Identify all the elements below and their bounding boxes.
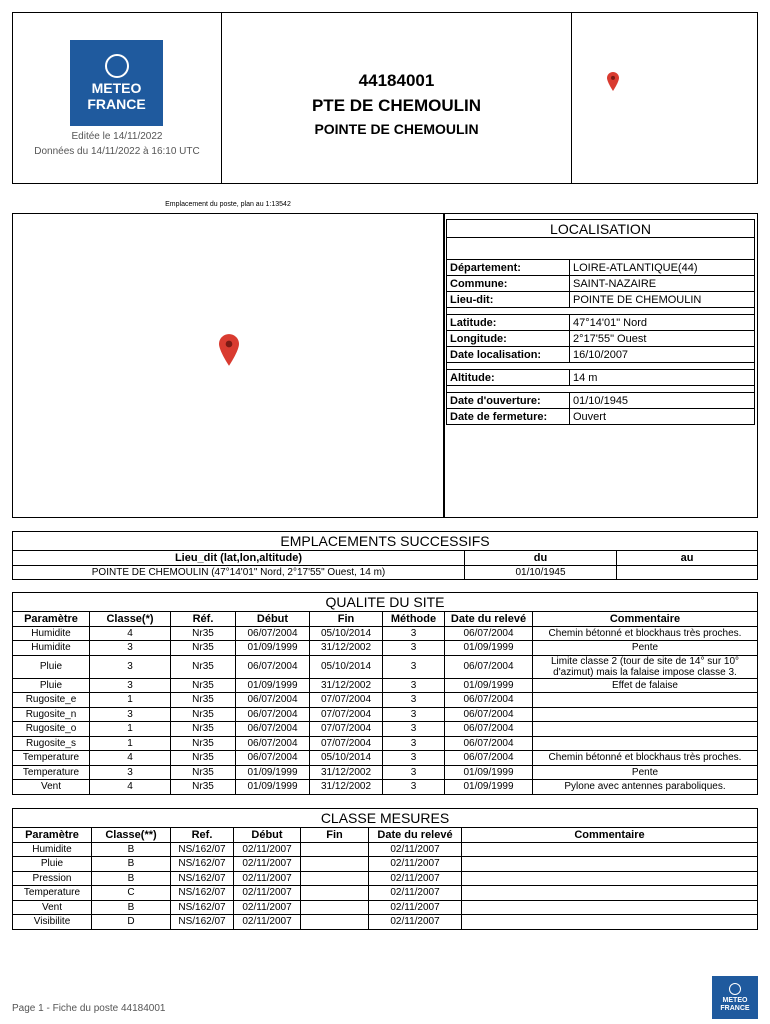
cell: 3 bbox=[383, 707, 445, 722]
localisation-table bbox=[446, 219, 755, 425]
cell: 02/11/2007 bbox=[234, 842, 301, 857]
cell: Nr35 bbox=[171, 751, 236, 766]
cell bbox=[462, 886, 758, 901]
cell: 06/07/2004 bbox=[236, 707, 310, 722]
cell: 05/10/2014 bbox=[310, 751, 383, 766]
table-row bbox=[13, 693, 758, 708]
cell: 01/09/1999 bbox=[236, 765, 310, 780]
cell: 3 bbox=[383, 641, 445, 656]
classe-title: CLASSE MESURES bbox=[13, 809, 758, 828]
map-caption: Emplacement du poste, plan au 1:13542 bbox=[165, 201, 291, 208]
cell: 3 bbox=[383, 678, 445, 693]
cell: 02/11/2007 bbox=[369, 842, 462, 857]
map-pin-icon bbox=[219, 333, 239, 367]
col-header: Méthode bbox=[383, 612, 445, 627]
table-row bbox=[13, 765, 758, 780]
loc-value: LOIRE-ATLANTIQUE(44) bbox=[570, 260, 755, 276]
loc-value: SAINT-NAZAIRE bbox=[570, 276, 755, 292]
cell: 3 bbox=[383, 765, 445, 780]
cell: 01/09/1999 bbox=[445, 678, 533, 693]
cell: 3 bbox=[90, 641, 171, 656]
col-header: Lieu_dit (lat,lon,altitude) bbox=[13, 551, 465, 566]
cell: D bbox=[92, 915, 171, 930]
spacer-row bbox=[447, 238, 755, 260]
cell bbox=[301, 842, 369, 857]
cell: 3 bbox=[383, 722, 445, 737]
logo-text-line2: FRANCE bbox=[720, 1005, 750, 1012]
loc-label: Latitude: bbox=[447, 315, 570, 331]
cell: 06/07/2004 bbox=[445, 736, 533, 751]
cell: 06/07/2004 bbox=[236, 736, 310, 751]
cell: 02/11/2007 bbox=[234, 886, 301, 901]
data-date: Données du 14/11/2022 à 16:10 UTC bbox=[34, 146, 200, 157]
cell: Pluie bbox=[13, 655, 90, 678]
cell: NS/162/07 bbox=[171, 857, 234, 872]
col-header: Début bbox=[236, 612, 310, 627]
cell bbox=[533, 693, 758, 708]
cell: 06/07/2004 bbox=[236, 693, 310, 708]
table-row bbox=[13, 565, 758, 580]
cell: NS/162/07 bbox=[171, 886, 234, 901]
col-header: Date du relevé bbox=[445, 612, 533, 627]
cell: 06/07/2004 bbox=[445, 707, 533, 722]
cell bbox=[462, 900, 758, 915]
table-row bbox=[13, 626, 758, 641]
loc-value: 16/10/2007 bbox=[570, 347, 755, 363]
meteo-france-logo bbox=[70, 40, 163, 126]
cell bbox=[301, 915, 369, 930]
table-row bbox=[13, 857, 758, 872]
cell: NS/162/07 bbox=[171, 842, 234, 857]
cell: C bbox=[92, 886, 171, 901]
col-header: Début bbox=[234, 828, 301, 843]
cell bbox=[301, 857, 369, 872]
cell: 31/12/2002 bbox=[310, 765, 383, 780]
cell: 1 bbox=[90, 736, 171, 751]
cell: 31/12/2002 bbox=[310, 678, 383, 693]
qualite-title: QUALITE DU SITE bbox=[13, 593, 758, 612]
cell: Visibilite bbox=[13, 915, 92, 930]
cell: 02/11/2007 bbox=[234, 915, 301, 930]
cell: Nr35 bbox=[171, 736, 236, 751]
table-row bbox=[13, 707, 758, 722]
cell: POINTE DE CHEMOULIN (47°14'01" Nord, 2°17'55" Ouest, 14 m) bbox=[13, 565, 465, 580]
loc-value: 14 m bbox=[570, 370, 755, 386]
cell: 06/07/2004 bbox=[445, 655, 533, 678]
cell: 31/12/2002 bbox=[310, 780, 383, 795]
cell: 06/07/2004 bbox=[236, 655, 310, 678]
loc-label: Altitude: bbox=[447, 370, 570, 386]
cell: 06/07/2004 bbox=[445, 722, 533, 737]
loc-value: Ouvert bbox=[570, 409, 755, 425]
loc-value: 01/10/1945 bbox=[570, 393, 755, 409]
cell: NS/162/07 bbox=[171, 871, 234, 886]
loc-label: Date de fermeture: bbox=[447, 409, 570, 425]
cell: Nr35 bbox=[171, 655, 236, 678]
logo-text-line1: METEO bbox=[722, 997, 748, 1004]
cell: 05/10/2014 bbox=[310, 626, 383, 641]
table-row bbox=[13, 915, 758, 930]
cell: Effet de falaise bbox=[533, 678, 758, 693]
station-id: 44184001 bbox=[358, 71, 435, 90]
col-header: Ref. bbox=[171, 828, 234, 843]
cell bbox=[301, 871, 369, 886]
cell: 3 bbox=[90, 655, 171, 678]
cell: 02/11/2007 bbox=[234, 857, 301, 872]
loc-value: 2°17'55" Ouest bbox=[570, 331, 755, 347]
spacer-row bbox=[447, 308, 755, 315]
cell: 01/09/1999 bbox=[236, 641, 310, 656]
table-row bbox=[13, 900, 758, 915]
map-pin-icon bbox=[607, 72, 619, 91]
spacer-row bbox=[447, 363, 755, 370]
cell: B bbox=[92, 900, 171, 915]
table-row bbox=[13, 842, 758, 857]
cell: Humidite bbox=[13, 842, 92, 857]
emplacements-table bbox=[12, 531, 758, 580]
meteo-france-logo-small bbox=[712, 976, 758, 1019]
cell: 02/11/2007 bbox=[369, 871, 462, 886]
cell: Temperature bbox=[13, 765, 90, 780]
col-header: Réf. bbox=[171, 612, 236, 627]
table-row bbox=[13, 678, 758, 693]
cell: 3 bbox=[383, 626, 445, 641]
col-header: au bbox=[617, 551, 758, 566]
table-row bbox=[13, 871, 758, 886]
logo-emblem-icon bbox=[105, 54, 129, 78]
cell: 01/09/1999 bbox=[236, 780, 310, 795]
cell bbox=[462, 915, 758, 930]
col-header: Paramètre bbox=[13, 828, 92, 843]
logo-text-line1: METEO bbox=[91, 80, 142, 96]
col-header: Paramètre bbox=[13, 612, 90, 627]
cell: Nr35 bbox=[171, 765, 236, 780]
cell: B bbox=[92, 857, 171, 872]
cell: Pente bbox=[533, 641, 758, 656]
cell: 07/07/2004 bbox=[310, 693, 383, 708]
page-footer: Page 1 - Fiche du poste 44184001 bbox=[12, 1003, 166, 1014]
cell: 06/07/2004 bbox=[445, 751, 533, 766]
cell: Nr35 bbox=[171, 693, 236, 708]
station-name: PTE DE CHEMOULIN bbox=[311, 96, 482, 115]
cell: Rugosite_e bbox=[13, 693, 90, 708]
col-header: Fin bbox=[310, 612, 383, 627]
classe-table bbox=[12, 808, 758, 930]
cell: 06/07/2004 bbox=[236, 751, 310, 766]
table-row bbox=[13, 722, 758, 737]
cell: 07/07/2004 bbox=[310, 722, 383, 737]
cell: Chemin bétonné et blockhaus très proches. bbox=[533, 751, 758, 766]
qualite-table bbox=[12, 592, 758, 795]
table-row bbox=[13, 780, 758, 795]
cell: Humidite bbox=[13, 626, 90, 641]
cell: 01/09/1999 bbox=[445, 765, 533, 780]
cell: 06/07/2004 bbox=[445, 693, 533, 708]
cell: 4 bbox=[90, 626, 171, 641]
loc-label: Longitude: bbox=[447, 331, 570, 347]
cell: Pression bbox=[13, 871, 92, 886]
cell: B bbox=[92, 842, 171, 857]
cell: Nr35 bbox=[171, 722, 236, 737]
cell: 02/11/2007 bbox=[369, 900, 462, 915]
station-fullname: POINTE DE CHEMOULIN bbox=[314, 121, 479, 137]
cell: 02/11/2007 bbox=[234, 900, 301, 915]
cell: Humidite bbox=[13, 641, 90, 656]
cell: NS/162/07 bbox=[171, 915, 234, 930]
cell: 1 bbox=[90, 722, 171, 737]
cell: Nr35 bbox=[171, 678, 236, 693]
cell: 02/11/2007 bbox=[234, 871, 301, 886]
cell bbox=[301, 900, 369, 915]
cell: 3 bbox=[383, 693, 445, 708]
cell bbox=[462, 842, 758, 857]
cell: Pylone avec antennes paraboliques. bbox=[533, 780, 758, 795]
loc-label: Date localisation: bbox=[447, 347, 570, 363]
cell: 05/10/2014 bbox=[310, 655, 383, 678]
loc-label: Lieu-dit: bbox=[447, 292, 570, 308]
cell: 01/09/1999 bbox=[236, 678, 310, 693]
col-header: Classe(*) bbox=[90, 612, 171, 627]
cell: Temperature bbox=[13, 751, 90, 766]
cell: Nr35 bbox=[171, 707, 236, 722]
cell: Limite classe 2 (tour de site de 14° sur 10° d'azimut) mais la falaise impose classe 3. bbox=[533, 655, 758, 678]
loc-label: Date d'ouverture: bbox=[447, 393, 570, 409]
cell: Rugosite_n bbox=[13, 707, 90, 722]
col-header: Commentaire bbox=[462, 828, 758, 843]
cell bbox=[462, 857, 758, 872]
cell: Nr35 bbox=[171, 641, 236, 656]
cell: 06/07/2004 bbox=[236, 626, 310, 641]
cell: 3 bbox=[383, 780, 445, 795]
cell: B bbox=[92, 871, 171, 886]
table-row bbox=[13, 655, 758, 678]
cell bbox=[301, 886, 369, 901]
cell: Pente bbox=[533, 765, 758, 780]
cell: 06/07/2004 bbox=[445, 626, 533, 641]
loc-label: Commune: bbox=[447, 276, 570, 292]
cell bbox=[533, 736, 758, 751]
cell: 3 bbox=[90, 765, 171, 780]
table-row bbox=[13, 886, 758, 901]
cell: Temperature bbox=[13, 886, 92, 901]
col-header: Classe(**) bbox=[92, 828, 171, 843]
cell: 01/09/1999 bbox=[445, 780, 533, 795]
cell: 02/11/2007 bbox=[369, 915, 462, 930]
cell: Vent bbox=[13, 900, 92, 915]
cell: NS/162/07 bbox=[171, 900, 234, 915]
header-divider-2 bbox=[571, 12, 572, 184]
cell: 1 bbox=[90, 693, 171, 708]
cell: 4 bbox=[90, 751, 171, 766]
cell: 07/07/2004 bbox=[310, 707, 383, 722]
col-header: du bbox=[465, 551, 617, 566]
cell: Rugosite_o bbox=[13, 722, 90, 737]
cell: 01/09/1999 bbox=[445, 641, 533, 656]
cell: 3 bbox=[383, 655, 445, 678]
cell bbox=[617, 565, 758, 580]
cell bbox=[462, 871, 758, 886]
cell: Pluie bbox=[13, 678, 90, 693]
edit-date: Editée le 14/11/2022 bbox=[71, 131, 163, 142]
cell: Nr35 bbox=[171, 626, 236, 641]
emplacements-title: EMPLACEMENTS SUCCESSIFS bbox=[13, 532, 758, 551]
localisation-title: LOCALISATION bbox=[447, 220, 755, 238]
loc-label: Département: bbox=[447, 260, 570, 276]
cell: Pluie bbox=[13, 857, 92, 872]
cell: 3 bbox=[383, 736, 445, 751]
cell: Chemin bétonné et blockhaus très proches. bbox=[533, 626, 758, 641]
cell: 02/11/2007 bbox=[369, 857, 462, 872]
cell bbox=[533, 722, 758, 737]
cell: 01/10/1945 bbox=[465, 565, 617, 580]
cell: 3 bbox=[90, 707, 171, 722]
cell: Nr35 bbox=[171, 780, 236, 795]
cell: Rugosite_s bbox=[13, 736, 90, 751]
cell: 02/11/2007 bbox=[369, 886, 462, 901]
table-row bbox=[13, 751, 758, 766]
logo-text-line2: FRANCE bbox=[87, 96, 146, 112]
col-header: Commentaire bbox=[533, 612, 758, 627]
cell: Vent bbox=[13, 780, 90, 795]
spacer-row bbox=[447, 386, 755, 393]
cell: 06/07/2004 bbox=[236, 722, 310, 737]
col-header: Date du relevé bbox=[369, 828, 462, 843]
cell: 07/07/2004 bbox=[310, 736, 383, 751]
col-header: Fin bbox=[301, 828, 369, 843]
loc-value: POINTE DE CHEMOULIN bbox=[570, 292, 755, 308]
logo-emblem-icon bbox=[729, 983, 741, 995]
table-row bbox=[13, 641, 758, 656]
cell: 4 bbox=[90, 780, 171, 795]
cell bbox=[533, 707, 758, 722]
loc-value: 47°14'01" Nord bbox=[570, 315, 755, 331]
table-row bbox=[13, 736, 758, 751]
cell: 31/12/2002 bbox=[310, 641, 383, 656]
cell: 3 bbox=[383, 751, 445, 766]
cell: 3 bbox=[90, 678, 171, 693]
